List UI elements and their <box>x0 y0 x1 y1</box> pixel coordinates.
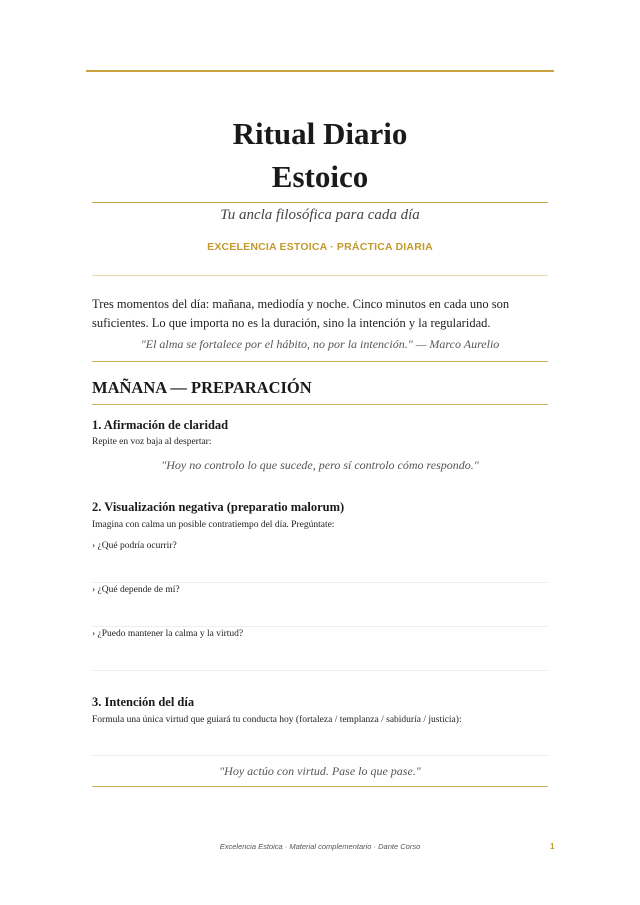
intro-divider <box>92 361 548 362</box>
title-divider <box>92 202 548 203</box>
item-3-heading: 3. Intención del día <box>92 695 195 709</box>
reflection-prompt: › ¿Puedo mantener la calma y la virtud? <box>92 629 244 639</box>
item-1-heading: 1. Afirmación de claridad <box>92 418 229 432</box>
item-3-instruction: Formula una única virtud que guiará tu conducta hoy (fortaleza / templanza / sabiduría / justicia): <box>92 715 462 725</box>
answer-line[interactable] <box>92 755 548 756</box>
footer-text: Excelencia Estoica · Material complementario · Dante Corso <box>219 842 421 851</box>
title-line-1: Ritual Diario <box>232 116 408 151</box>
item-3-quote: "Hoy actúo con virtud. Pase lo que pase." <box>219 764 421 778</box>
section-title-divider <box>92 404 548 405</box>
tagline: EXCELENCIA ESTOICA · PRÁCTICA DIARIA <box>207 241 433 253</box>
answer-line[interactable] <box>92 626 548 627</box>
item-1-quote: "Hoy no controlo lo que sucede, pero sí controlo cómo respondo." <box>161 458 479 472</box>
intro-text: Tres momentos del día: mañana, mediodía y noche. Cinco minutos en cada uno son suficientes. Lo que importa no es la duración, sino la intención y la regularidad. <box>92 297 510 330</box>
page-number: 1 <box>550 842 555 851</box>
title-line-2: Estoico <box>271 159 369 194</box>
item-2-instruction: Imagina con calma un posible contratiempo del día. Pregúntate: <box>92 520 335 530</box>
answer-line[interactable] <box>92 670 548 671</box>
subtitle: Tu ancla filosófica para cada día <box>220 207 420 223</box>
section-end-divider <box>92 786 548 787</box>
item-2-heading: 2. Visualización negativa (preparatio malorum) <box>92 500 345 514</box>
answer-line[interactable] <box>92 582 548 583</box>
reflection-prompt: › ¿Qué depende de mí? <box>92 585 180 595</box>
reflection-prompt: › ¿Qué podría ocurrir? <box>92 541 177 551</box>
document-title <box>0 112 640 198</box>
section-title: MAÑANA — PREPARACIÓN <box>92 378 312 397</box>
top-divider <box>86 70 554 72</box>
intro-quote: "El alma se fortalece por el hábito, no por la intención." — Marco Aurelio <box>140 337 500 351</box>
header-divider <box>92 275 548 276</box>
item-1-instruction: Repite en voz baja al despertar: <box>92 437 212 447</box>
